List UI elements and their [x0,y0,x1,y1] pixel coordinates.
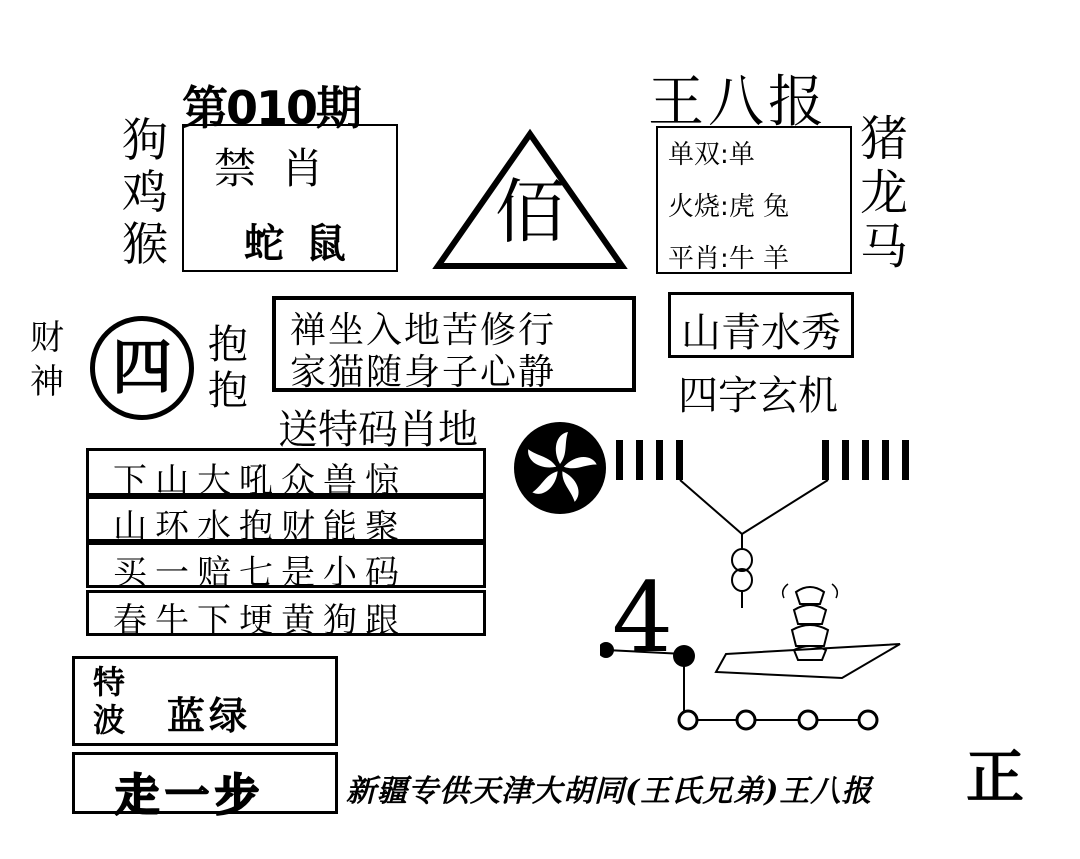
wave-label-2: 波 [93,701,126,739]
wave-colors: 蓝绿 [167,693,252,738]
wave-box [72,656,338,746]
info-box [656,126,852,274]
info-label-fire: 火烧: [668,192,729,222]
verse-line-3-box [86,542,486,593]
four-char-box [668,292,854,358]
poem-line-2: 家猫随身子心静 [290,352,557,393]
verse-line-1-box [86,448,486,501]
issue-label: 第010期 [182,81,361,135]
left-zodiac-3: 猴 [122,217,168,271]
info-value-flat: 牛 羊 [728,244,790,274]
wealth-number: 四 [112,333,172,403]
info-value-fire: 虎 兔 [728,192,790,222]
footer-text: 新疆专供天津大胡同(王氏兄弟)王八报 [346,774,873,809]
info-row-fire [668,186,789,223]
send-code-text: 送特码肖地 [278,407,478,453]
walk-box [72,752,338,821]
verse-line-2: 山环水抱财能聚 [113,507,407,547]
wave-label [93,663,125,739]
poem-box [272,296,636,392]
hug-label [208,322,248,414]
right-zodiac-column [860,112,908,274]
info-label-flat: 平肖: [668,244,729,274]
wealth-number-circle [90,316,194,420]
wealth-god-label-2: 神 [30,362,64,402]
poem-line-1: 禅坐入地苦修行 [290,310,557,351]
verse-line-3: 买一赔七是小码 [113,553,407,593]
paper-title: 王八报 [648,70,828,135]
wealth-god-label-1: 财 [30,318,64,358]
info-row-flat [668,238,789,275]
info-label-parity: 单双: [668,140,729,170]
forbidden-title: 禁 肖 [214,144,330,193]
verse-line-4-box [86,590,486,641]
four-char-caption: 四字玄机 [678,373,838,419]
right-zodiac-1: 猪 [860,111,909,167]
verse-line-1: 下山大吼众兽惊 [113,461,407,501]
right-zodiac-2: 龙 [860,165,909,221]
hug-label-2: 抱 [208,368,248,414]
forbidden-items: 蛇 鼠 [244,220,350,267]
triangle-char: 佰 [495,171,565,253]
big-number: 4 [612,562,674,674]
wave-label-1: 特 [93,663,126,701]
info-row-parity [668,134,755,171]
flower-emblem-icon [512,420,608,516]
footer-mark: 正 [966,743,1025,811]
info-value-parity: 单 [728,140,755,170]
left-zodiac-column [122,114,168,270]
four-char-text: 山青水秀 [681,310,841,356]
left-zodiac-1: 狗 [122,113,168,167]
hug-label-1: 抱 [208,322,248,368]
verse-line-4: 春牛下埂黄狗跟 [113,601,407,641]
right-zodiac-3: 马 [860,219,909,275]
verse-line-2-box [86,496,486,547]
walk-text: 走一步 [115,770,265,821]
forbidden-zodiac-box [182,124,398,272]
left-zodiac-2: 鸡 [122,165,168,219]
wealth-god-label [30,316,64,404]
